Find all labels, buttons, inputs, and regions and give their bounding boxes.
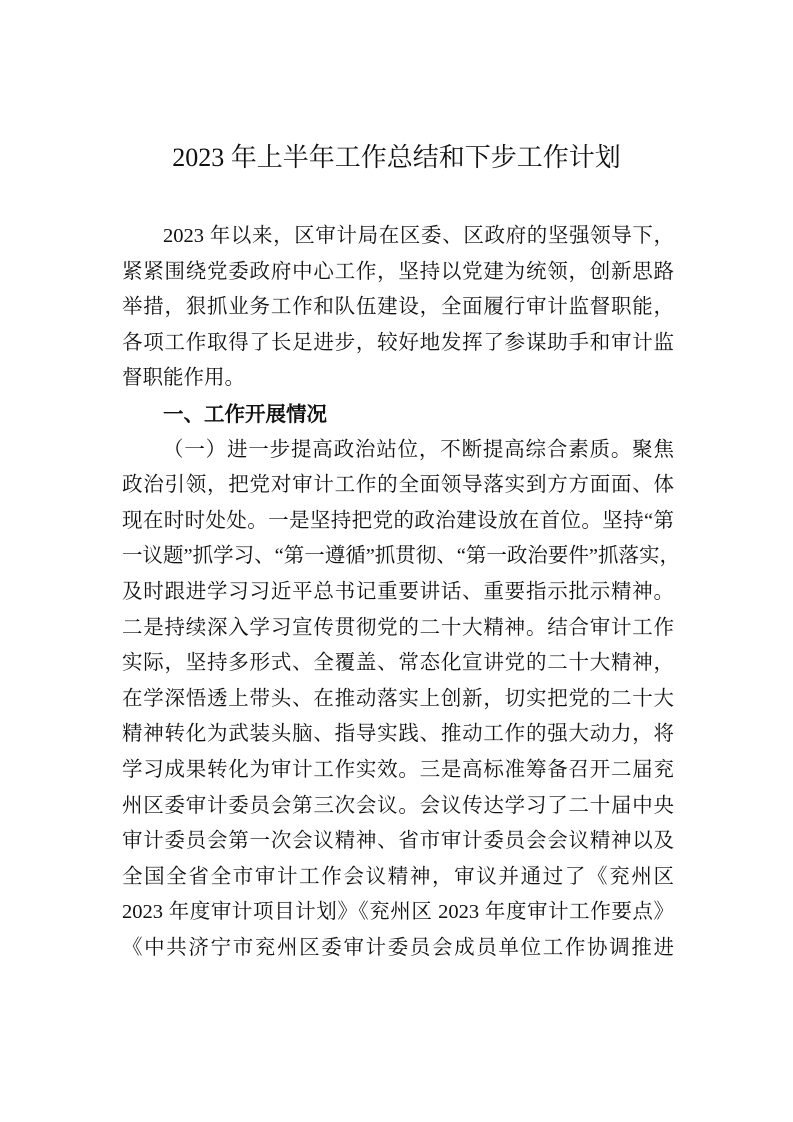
text-line: 实际，坚持多形式、全覆盖、常态化宣讲党的二十大精神， <box>122 652 674 675</box>
text-line: 紧紧围绕党委政府中心工作，坚持以党建为统领，创新思路 <box>122 260 674 283</box>
text-line: 及时跟进学习习近平总书记重要讲话、重要指示批示精神。 <box>122 580 674 603</box>
text-line: 2023 年以来，区审计局在区委、区政府的坚强领导下， <box>163 225 674 247</box>
text-line: 审计委员会第一次会议精神、省市审计委员会会议精神以及 <box>122 830 674 853</box>
document-title: 2023 年上半年工作总结和下步工作计划 <box>172 143 621 172</box>
text-line: 学习成果转化为审计工作实效。三是高标准筹备召开二届兖 <box>122 758 674 781</box>
text-line: 2023 年度审计项目计划》《兖州区 2023 年度审计工作要点》 <box>122 901 674 924</box>
text-line: 督职能作用。 <box>122 367 245 390</box>
text-line: 现在时时处处。一是坚持把党的政治建设放在首位。坚持“第 <box>122 509 674 532</box>
text-line: （一）进一步提高政治站位，不断提高综合素质。聚焦 <box>163 438 674 461</box>
text-line: 在学深悟透上带头、在推动落实上创新，切实把党的二十大 <box>122 687 674 710</box>
text-line: 各项工作取得了长足进步，较好地发挥了参谋助手和审计监 <box>122 331 674 354</box>
section-heading: 一、工作开展情况 <box>163 401 327 426</box>
text-line: 一议题”抓学习、“第一遵循”抓贯彻、“第一政治要件”抓落实， <box>122 545 680 568</box>
document-body <box>122 219 680 966</box>
text-line: 举措，狠抓业务工作和队伍建设，全面履行审计监督职能， <box>122 296 674 319</box>
text-line: 政治引领，把党对审计工作的全面领导落实到方方面面、体 <box>122 474 674 497</box>
text-line: 二是持续深入学习宣传贯彻党的二十大精神。结合审计工作 <box>122 616 674 639</box>
text-line: 《中共济宁市兖州区委审计委员会成员单位工作协调推进 <box>122 936 674 959</box>
text-line: 精神转化为武装头脑、指导实践、推动工作的强大动力，将 <box>122 723 674 746</box>
text-line: 全国全省全市审计工作会议精神，审议并通过了《兖州区 <box>122 865 674 888</box>
text-line: 州区委审计委员会第三次会议。会议传达学习了二十届中央 <box>122 794 674 817</box>
